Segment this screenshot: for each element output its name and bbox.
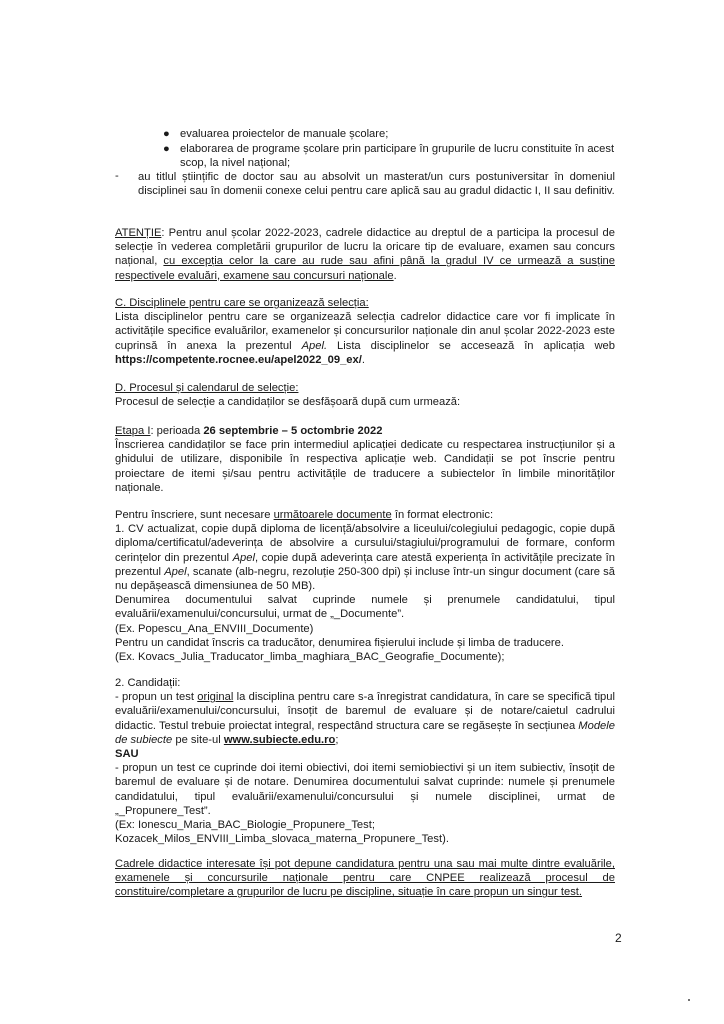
etapa-period: 26 septembrie – 5 octombrie 2022 (203, 425, 383, 437)
dash-marker: - (115, 170, 119, 182)
atentie-paragraph (115, 226, 615, 283)
traducator-text: Pentru un candidat înscris ca traducător, denumirea fișierului include și limba de traducere. (115, 636, 564, 649)
page-number: 2 (615, 931, 622, 945)
section-c-end: . (361, 353, 365, 366)
example-documente: (Ex. Popescu_Ana_ENVIII_Documente) (115, 622, 314, 635)
candidatii-text2: la disciplina pentru care s-a înregistrat candidatura, în care se specifică tipul evaluării/examenului/concursului, însoțit de baremul de evaluare și de notare/caietul cadrului didactic. Testul trebuie proiectat integral, respectând structura care se regăsește în secțiunea (115, 691, 615, 732)
example-traducator: (Ex. Kovacs_Julia_Traducator_limba_maghiara_BAC_Geografie_Documente); (115, 651, 505, 664)
apel-ref: Apel. (301, 339, 328, 352)
cv-text3: , scanate (alb-negru, rezoluție 250-300 dpi) și incluse într-un singur document (care să nu depășească dimensiunea de 50 MB). (115, 565, 615, 593)
cv-text: 1. CV actualizat, copie după diploma de licență/absolvire a liceului/colegiului pedagogic, copie după diploma/certificatul/adeverința de absolvire a cursului/stagiului/programului de formare, conform cerințelor din prezentul (115, 523, 615, 564)
candidatii-heading: 2. Candidații: (115, 677, 181, 689)
sau-label: SAU (115, 748, 139, 761)
atentie-text: : Pentru anul școlar 2022-2023, cadrele didactice au dreptul de a participa la procesul de selecție în vederea completării grupurilor de lucru la oricare tip de evaluare, examen sau concurs național, (115, 227, 615, 268)
candidatii-option2: - propun un test ce cuprinde doi itemi obiectivi, doi itemi semiobiectivi și un item subiectiv, însoțit de baremul de evaluare și de notare. Denumirea documentului salvat cuprinde: numele și prenumele candidatului, tipul evaluării/examenului/concursului și numele disciplinei, urmat de „_Propunere_Test”. (115, 762, 615, 817)
bullet-dot-icon: ● (163, 128, 170, 140)
inscriere-text: Pentru înscriere, sunt necesare (115, 509, 274, 521)
bullet-text: evaluarea proiectelor de manuale școlare; (180, 128, 389, 140)
atentie-end: . (393, 269, 397, 282)
section-c-text: Lista disciplinelor pentru care se organizează selecția cadrelor didactice care vor fi implicate în activitățile specifice evaluărilor, examenelor și concursurilor naționale din anul școlar 2022-2023 este cuprinsă în anexa la prezentul (115, 311, 615, 352)
section-d-heading: D. Procesul și calendarul de selecție: (115, 382, 299, 394)
bullet-dot-icon: ● (163, 143, 170, 155)
apel-ref: Apel (164, 565, 187, 578)
bullet-item-manuale (163, 127, 615, 141)
example-propunere-1: (Ex: Ionescu_Maria_BAC_Biologie_Propunere_Test; (115, 819, 375, 832)
dash-item-text: au titlul științific de doctor sau au absolvit un masterat/un curs postuniversitar în domeniul disciplinei sau în domenii conexe celui pentru care aplică sau au gradul didactic I, II sau definitiv. (138, 171, 615, 198)
inscriere-underlined: următoarele documente (273, 509, 392, 521)
atentie-label: ATENȚIE (115, 227, 162, 239)
apel-ref: Apel (232, 551, 255, 564)
etapa-prefix: : perioada (150, 425, 204, 437)
denumire-text: Denumirea documentului salvat cuprinde numele și prenumele candidatului, tipul evaluării/examenului/concursului, urmat de „_Documente”. (115, 594, 615, 621)
example-propunere-2: Kozacek_Milos_ENVIII_Limba_slovaca_materna_Propunere_Test). (115, 833, 449, 846)
final-note (115, 857, 615, 900)
inscriere-documents (115, 508, 615, 664)
candidatii-text3: pe site-ul (172, 733, 224, 746)
scan-speck (688, 999, 690, 1001)
original-word: original (197, 691, 234, 704)
section-c (115, 296, 615, 367)
section-c-text2: Lista disciplinelor se accesează în aplicația web (327, 339, 615, 352)
competente-link[interactable]: https://competente.rocnee.eu/apel2022_09_ex/ (115, 353, 362, 366)
bullet-item-programe (163, 142, 615, 170)
dash-item-doctor (138, 170, 615, 198)
section-d (115, 381, 615, 409)
modele-subiecte: Modele de subiecte (115, 719, 615, 746)
inscriere-text2: în format electronic: (391, 509, 494, 521)
section-d-intro: Procesul de selecție a candidaților se desfășoară după cum urmează: (115, 396, 461, 409)
bullet-text: elaborarea de programe școlare prin participare în grupurile de lucru constituite în acest scop, la nivel național; (180, 143, 615, 170)
etapa-text: Înscrierea candidaților se face prin intermediul aplicației dedicate cu respectarea instrucțiunilor și a ghidului de utilizare, disponibile în respectiva aplicație web. Candidații se pot înscrie pentru proiectare de itemi și/sau pentru activitățile de traducere a subiectelor în limbile minorităților naționale. (115, 439, 615, 494)
section-c-heading: C. Disciplinele pentru care se organizează selecția: (115, 297, 369, 309)
etapa-1 (115, 424, 615, 495)
atentie-exception: cu excepția celor la care au rude sau afini până la gradul IV ce urmează a susține respectivele evaluări, examene sau concursuri naționale (115, 255, 615, 282)
subiecte-site-link[interactable]: www.subiecte.edu.ro (223, 733, 336, 746)
candidatii-section (115, 676, 615, 846)
candidatii-text: - propun un test (115, 691, 198, 704)
candidatii-end: ; (335, 733, 339, 746)
etapa-label: Etapa I (115, 425, 151, 437)
final-note-text: Cadrele didactice interesate își pot depune candidatura pentru una sau mai multe dintre evaluările, examenele și concursurile naționale pentru care CNPEE realizează procesul de constituire/completare a grupurilor de lucru pe discipline, situație în care propun un singur test. (115, 858, 615, 899)
cv-text2: , copie după adeverința care atestă experiența în activitățile precizate în prezentul (115, 551, 615, 578)
